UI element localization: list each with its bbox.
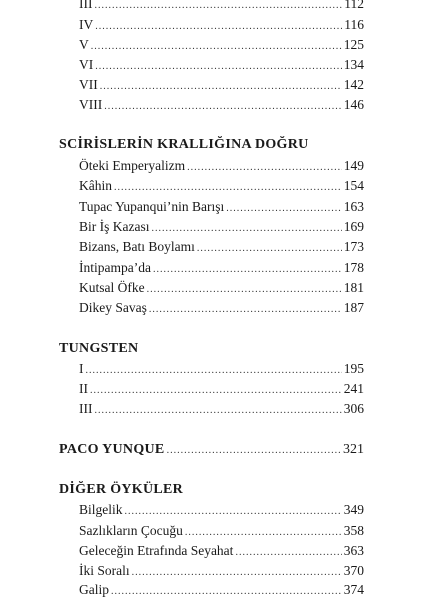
toc-entry-page: 112 (344, 0, 364, 11)
toc-entry-page: 349 (343, 502, 364, 517)
toc-entry-label: I (79, 361, 84, 376)
toc-entry-page: 116 (344, 17, 364, 32)
toc-entry-label: Bilgelik (79, 502, 123, 517)
dot-leader (151, 219, 341, 239)
section-title: DİĞER ÖYKÜLER (59, 482, 184, 497)
toc-entry-page: 142 (343, 77, 364, 92)
toc-entry[interactable] (79, 156, 364, 176)
toc-entry[interactable] (79, 237, 364, 257)
dot-leader (100, 77, 342, 97)
dot-leader (90, 381, 342, 401)
toc-entry[interactable] (79, 399, 364, 419)
toc-entry-label: Kutsal Öfke (79, 280, 145, 295)
toc-entry-label: Tupac Yupanqui’nin Barışı (79, 199, 225, 214)
dot-leader (95, 57, 342, 77)
toc-entry-page: 187 (343, 300, 364, 315)
toc-entry-page: 306 (343, 401, 364, 416)
toc-entry[interactable] (79, 541, 364, 561)
section-title: PACO YUNQUE (59, 442, 165, 457)
dot-leader (125, 502, 342, 522)
toc-entry[interactable] (79, 75, 364, 95)
toc-entry-label: Öteki Emperyalizm (79, 158, 186, 173)
toc-entry-page: 125 (343, 37, 364, 52)
toc-entry-label: Bizans, Batı Boylamı (79, 239, 195, 254)
toc-entry-page: 178 (343, 260, 364, 275)
dot-leader (95, 0, 343, 16)
toc-entry-label: İki Soralı (79, 563, 130, 578)
dot-leader (153, 260, 342, 280)
toc-entry-page: 149 (343, 158, 364, 173)
dot-leader (114, 178, 342, 198)
toc-entry-label: VIII (79, 97, 103, 112)
dot-leader (226, 199, 342, 219)
toc-section-entry[interactable] (59, 440, 364, 460)
toc-entry-page: 358 (343, 523, 364, 538)
section-title: SCİRİSLERİN KRALLIĞINA DOĞRU (59, 137, 309, 152)
toc-entry-page: 146 (343, 97, 364, 112)
section-title: TUNGSTEN (59, 341, 139, 356)
toc-entry[interactable] (79, 55, 364, 75)
toc-entry[interactable] (79, 258, 364, 278)
dot-leader (104, 97, 342, 117)
toc-entry-label: V (79, 37, 89, 52)
toc-entry-page: 241 (343, 381, 364, 396)
toc-entry-label: III (79, 401, 93, 416)
toc-entry-label: İntipampa’da (79, 260, 151, 275)
toc-entry-label: Galip (79, 582, 109, 597)
toc-entry-page: 169 (343, 219, 364, 234)
dot-leader (86, 361, 342, 381)
toc-entry[interactable] (79, 15, 364, 35)
toc-entry[interactable] (79, 278, 364, 298)
toc-entry-page: 321 (343, 442, 364, 457)
toc-entry-page: 181 (343, 280, 364, 295)
toc-entry[interactable] (79, 95, 364, 115)
toc-entry[interactable] (79, 0, 364, 14)
toc-entry[interactable] (79, 561, 364, 581)
toc-entry[interactable] (79, 197, 364, 217)
toc-entry-label: Kâhin (79, 178, 112, 193)
toc-entry[interactable] (79, 500, 364, 520)
toc-entry-page: 154 (343, 178, 364, 193)
dot-leader (197, 239, 342, 259)
toc-entry[interactable] (79, 379, 364, 399)
toc-entry[interactable] (79, 580, 364, 600)
dot-leader (167, 441, 341, 461)
toc-entry[interactable] (79, 35, 364, 55)
toc-entry[interactable] (79, 521, 364, 541)
toc-entry-label: Geleceğin Etrafında Seyahat (79, 543, 234, 558)
dot-leader (185, 523, 342, 543)
toc-entry-label: Sazlıkların Çocuğu (79, 523, 183, 538)
toc-entry[interactable] (79, 217, 364, 237)
toc-entry-page: 173 (343, 239, 364, 254)
dot-leader (111, 582, 342, 602)
dot-leader (95, 401, 342, 421)
toc-entry-label: II (79, 381, 88, 396)
toc-entry-label: III (79, 0, 93, 11)
toc-entry-page: 374 (343, 582, 364, 597)
dot-leader (149, 300, 342, 320)
toc-entry-label: Bir İş Kazası (79, 219, 150, 234)
toc-entry-page: 163 (343, 199, 364, 214)
dot-leader (187, 158, 342, 178)
dot-leader (91, 37, 342, 57)
toc-entry-label: VII (79, 77, 98, 92)
toc-entry-page: 195 (343, 361, 364, 376)
toc-entry-label: IV (79, 17, 94, 32)
toc-entry[interactable] (79, 298, 364, 318)
dot-leader (235, 543, 341, 563)
dot-leader (147, 280, 342, 300)
dot-leader (95, 17, 342, 37)
toc-entry[interactable] (79, 359, 364, 379)
toc-entry-page: 363 (343, 543, 364, 558)
toc-entry-page: 370 (343, 563, 364, 578)
toc-entry-label: Dikey Savaş (79, 300, 147, 315)
toc-entry-page: 134 (343, 57, 364, 72)
toc-entry[interactable] (79, 176, 364, 196)
toc-entry-label: VI (79, 57, 94, 72)
